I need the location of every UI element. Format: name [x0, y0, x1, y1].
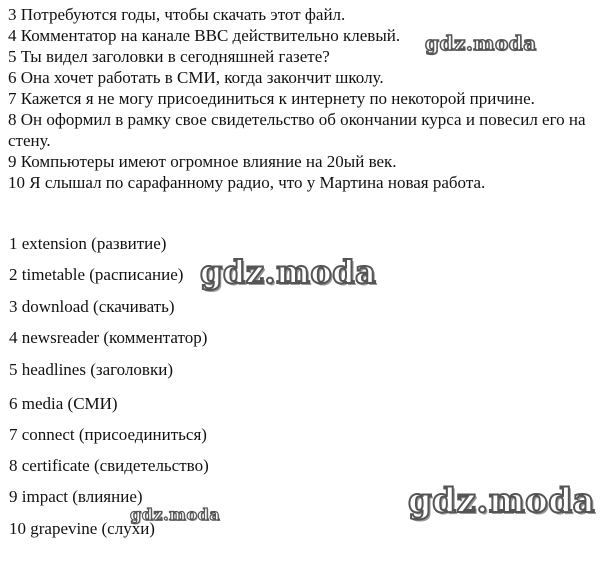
- sentence-10: 10 Я слышал по сарафанному радио, что у Мартина новая работа.: [8, 173, 486, 192]
- watermark-large-bottom: gdz.moda: [408, 481, 596, 521]
- watermark-middle: gdz.moda: [200, 253, 377, 291]
- watermark-small-top: gdz.moda: [425, 31, 537, 55]
- vocab-item-3: 3 download (скачивать): [9, 297, 175, 316]
- vocab-item-6: 6 media (СМИ): [9, 394, 118, 413]
- watermark-small-bottom: gdz.moda: [130, 505, 221, 524]
- vocab-item-9: 9 impact (влияние): [9, 487, 143, 506]
- sentence-3: 3 Потребуются годы, чтобы скачать этот файл.: [8, 5, 346, 24]
- vocab-item-4: 4 newsreader (комментатор): [9, 328, 208, 347]
- sentence-6: 6 Она хочет работать в СМИ, когда закончит школу.: [8, 68, 384, 87]
- vocab-item-7: 7 connect (присоединиться): [9, 425, 207, 444]
- vocab-item-1: 1 extension (развитие): [9, 234, 167, 253]
- sentence-5: 5 Ты видел заголовки в сегодняшней газете?: [8, 47, 330, 66]
- vocab-item-8: 8 certificate (свидетельство): [9, 456, 209, 475]
- vocab-item-10: 10 grapevine (слухи): [9, 519, 155, 538]
- vocab-item-5: 5 headlines (заголовки): [9, 360, 173, 379]
- sentence-9: 9 Компьютеры имеют огромное влияние на 20ый век.: [8, 152, 397, 171]
- sentence-7: 7 Кажется я не могу присоединиться к интернету по некоторой причине.: [8, 89, 535, 108]
- sentence-4: 4 Комментатор на канале BBC действительно клевый.: [8, 26, 401, 45]
- vocab-item-2: 2 timetable (расписание): [9, 265, 184, 284]
- sentence-8: 8 Он оформил в рамку свое свидетельство об окончании курса и повесил его на стену.: [8, 110, 586, 150]
